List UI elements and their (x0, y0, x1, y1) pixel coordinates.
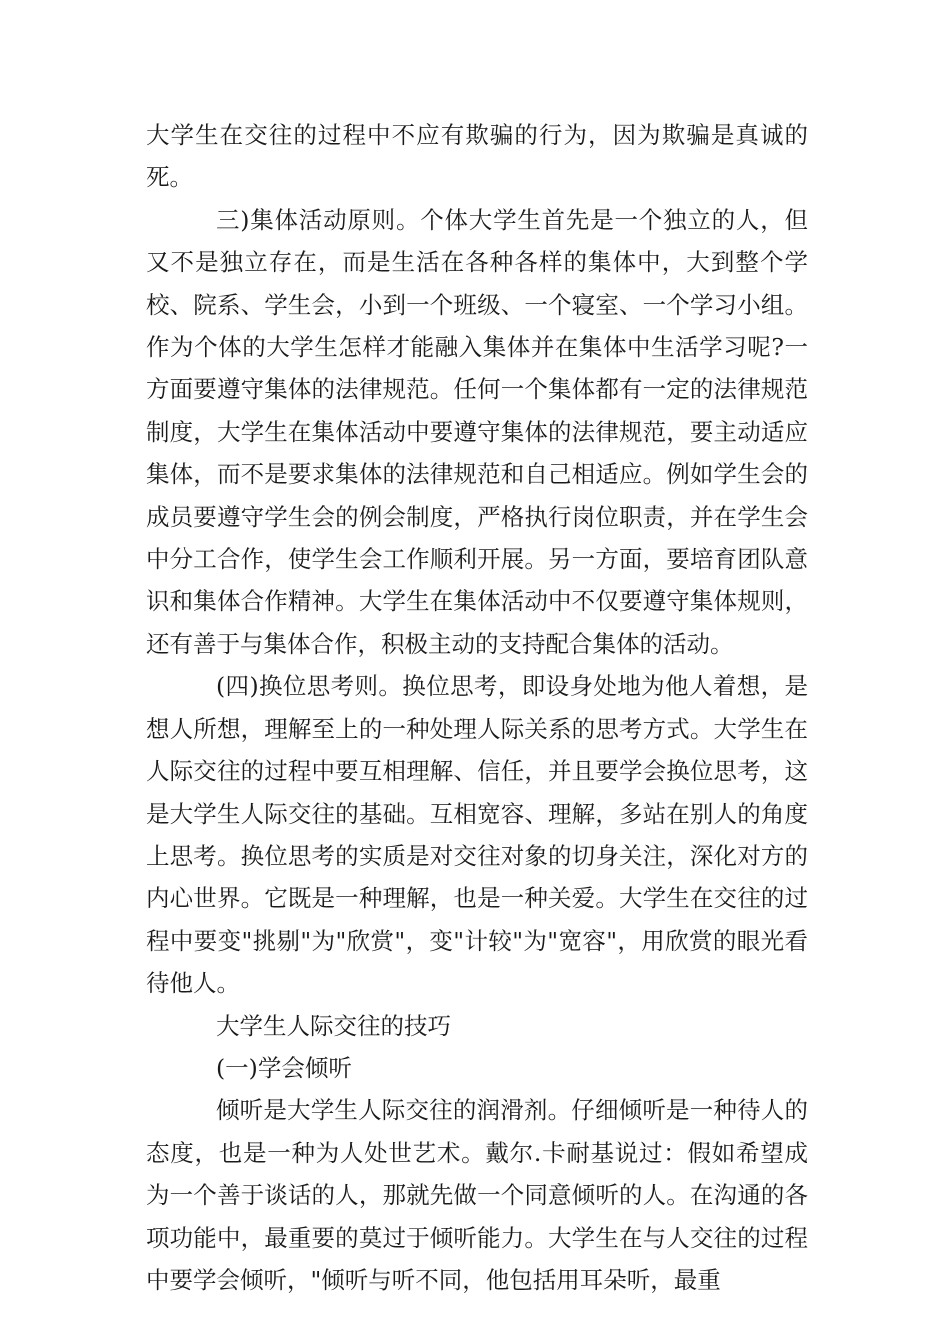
paragraph-1: 大学生在交往的过程中不应有欺骗的行为，因为欺骗是真诚的死。 (146, 121, 808, 192)
paragraph-4: 倾听是大学生人际交往的润滑剂。仔细倾听是一种待人的态度，也是一种为人处世艺术。戴尔.卡耐基说过：假如希望成为一个善于谈话的人，那就先做一个同意倾听的人。在沟通的各项功能中，最重要的莫过于倾听能力。大学生在与人交往的过程中要学会倾听，"倾听与听不同，他包括用耳朵听，最重 (146, 1096, 808, 1294)
section-heading: 大学生人际交往的技巧 (216, 1011, 451, 1040)
paragraph-3: (四)换位思考则。换位思考，即设身处地为他人着想，是想人所想，理解至上的一种处理人际关系的思考方式。大学生在人际交往的过程中要互相理解、信任，并且要学会换位思考，这是大学生人际交往的基础。互相宽容、理解，多站在别人的角度上思考。换位思考的实质是对交往对象的切身关注，深化对方的内心世界。它既是一种理解，也是一种关爱。大学生在交往的过程中要变"挑剔"为"欣赏"，变"计较"为"宽容"，用欣赏的眼光看待他人。 (146, 672, 808, 998)
document-body (146, 114, 808, 1301)
paragraph-2: 三)集体活动原则。个体大学生首先是一个独立的人，但又不是独立存在，而是生活在各种各样的集体中，大到整个学校、院系、学生会，小到一个班级、一个寝室、一个学习小组。作为个体的大学生怎样才能融入集体并在集体中生活学习呢?一方面要遵守集体的法律规范。任何一个集体都有一定的法律规范制度，大学生在集体活动中要遵守集体的法律规范，要主动适应集体，而不是要求集体的法律规范和自己相适应。例如学生会的成员要遵守学生会的例会制度，严格执行岗位职责，并在学生会中分工合作，使学生会工作顺利开展。另一方面，要培育团队意识和集体合作精神。大学生在集体活动中不仅要遵守集体规则，还有善于与集体合作，积极主动的支持配合集体的活动。 (146, 205, 808, 658)
subsection-heading: (一)学会倾听 (216, 1053, 352, 1082)
